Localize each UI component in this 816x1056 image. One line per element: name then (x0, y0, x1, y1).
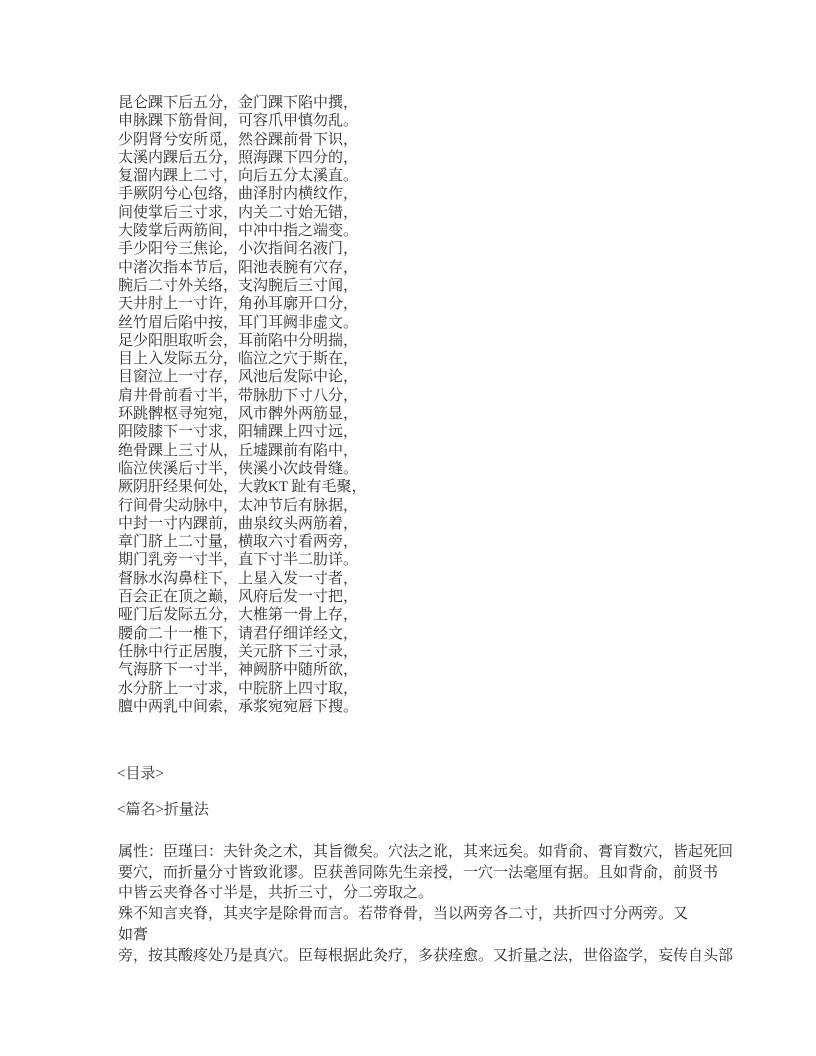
poem-line: 厥阴肝经果何处，大敦KT 趾有毛聚， (118, 479, 367, 496)
paragraph-line: 殊不知言夹脊，其夹字是除骨而言。若带脊骨，当以两旁各二寸，共折四寸分两旁。又 (118, 906, 689, 923)
poem-line: 少阴肾兮安所觅，然谷踝前骨下识， (118, 131, 359, 148)
poem-line: 目上入发际五分，临泣之穴于斯在， (118, 351, 359, 368)
poem-line: 期门乳旁一寸半，直下寸半二肋详。 (118, 552, 359, 569)
paragraph-line: 属性：臣瑾曰：夫针灸之术，其旨微矣。穴法之讹，其来远矣。如背俞、膏肓数穴，皆起死回 (118, 844, 734, 860)
poem-line: 腰俞二十一椎下，请君仔细详经文， (118, 625, 359, 642)
paragraph-line: 要穴，而折量分寸皆致讹谬。臣获善同陈先生亲授，一穴一法毫厘有据。且如背俞，前贤书 (118, 864, 719, 881)
paragraph-line: 如膏 (118, 926, 149, 943)
poem-line: 中渚次指本节后，阳池表腕有穴存， (118, 259, 359, 276)
toc-marker: <目录> (117, 766, 164, 782)
poem-line: 昆仑踝下后五分，金门踝下陷中撰， (118, 95, 359, 111)
paragraph-line: 中皆云夹脊各寸半是，共折三寸，分二旁取之。 (118, 885, 434, 902)
poem-line: 气海脐下一寸半，神阙脐中随所欲， (118, 662, 359, 679)
poem-line: 水分脐上一寸求，中脘脐上四寸取， (118, 680, 359, 697)
attribute-paragraph (118, 842, 733, 966)
poem-line: 百会正在顶之巅，风府后发一寸把， (118, 589, 359, 606)
poem-line: 哑门后发际五分，大椎第一骨上存， (118, 607, 359, 624)
poem-line: 任脉中行正居腹，关元脐下三寸录， (118, 643, 359, 660)
poem-line: 手厥阴兮心包络，曲泽肘内横纹作， (118, 186, 359, 203)
poem-line: 太溪内踝后五分，照海踝下四分的， (118, 149, 359, 166)
poem-line: 督脉水沟鼻柱下，上星入发一寸者， (118, 570, 359, 587)
section-heading (117, 801, 209, 819)
poem-line: 丝竹眉后陷中按，耳门耳阙非虚文。 (118, 314, 359, 331)
poem-line: 章门脐上二寸量，横取六寸看两旁， (118, 534, 359, 551)
poem-line: 大陵掌后两筋间，中冲中指之端变。 (118, 223, 359, 240)
poem-line: 复溜内踝上二寸，向后五分太溪直。 (118, 168, 359, 185)
section-name-tag: <篇名> (117, 802, 164, 818)
poem-line: 环跳髀枢寻宛宛，风市髀外两筋显， (118, 406, 359, 423)
poem-line: 绝骨踝上三寸从，丘墟踝前有陷中， (118, 442, 359, 459)
poem-line: 行间骨尖动脉中，太冲节后有脉据， (118, 497, 359, 514)
poem-line: 阳陵膝下一寸求，阳辅踝上四寸远， (118, 424, 359, 441)
poem-line: 天井肘上一寸许，角孙耳廓开口分， (118, 296, 359, 313)
poem-line: 足少阳胆取听会，耳前陷中分明揣， (118, 332, 359, 349)
poem-line: 间使掌后三寸求，内关二寸始无错， (118, 204, 359, 221)
poem-line: 膻中两乳中间索，承浆宛宛唇下搜。 (118, 698, 359, 715)
poem-line: 目窗泣上一寸存，风池后发际中论， (118, 369, 359, 386)
poem-line: 申脉踝下筋骨间，可容爪甲慎勿乱。 (118, 113, 359, 130)
poem-line: 腕后二寸外关络，支沟腕后三寸闻， (118, 277, 359, 294)
paragraph-line: 旁，按其酸疼处乃是真穴。臣每根据此灸疗，多获痊愈。又折量之法，世俗盗学，妄传自头部 (118, 947, 734, 964)
poem-line: 肩井骨前看寸半，带脉肋下寸八分， (118, 387, 359, 404)
acupoint-verse-block (118, 94, 366, 716)
poem-line: 中封一寸内踝前，曲泉纹头两筋着， (118, 515, 359, 532)
section-title: 折量法 (163, 802, 209, 818)
poem-line: 手少阳兮三焦论，小次指间名液门， (118, 241, 359, 258)
poem-line: 临泣侠溪后寸半，侠溪小次歧骨缝。 (118, 460, 359, 477)
